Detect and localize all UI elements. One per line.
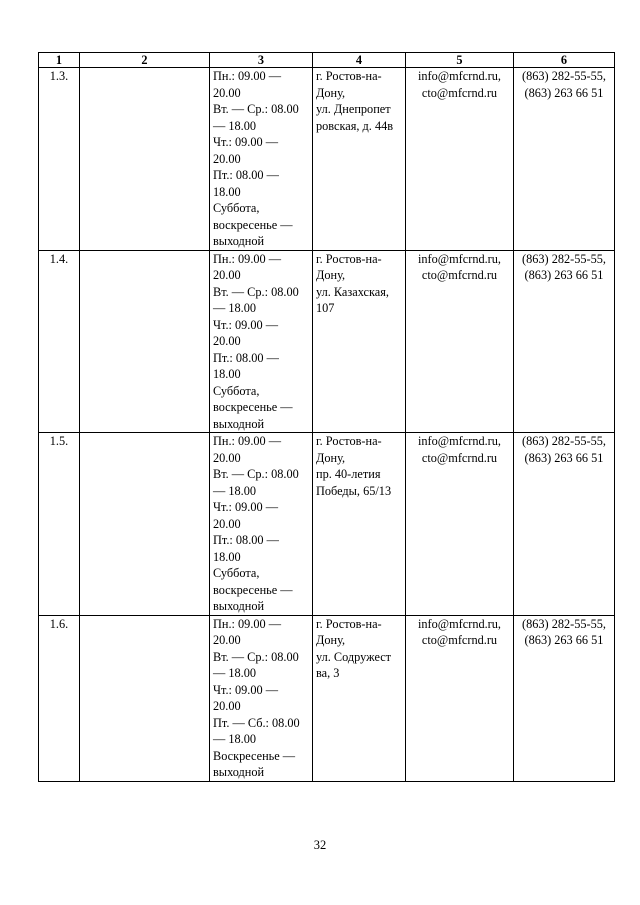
phone-cell (514, 433, 615, 616)
schedule-line: 18.00 (213, 184, 241, 199)
empty-cell (80, 615, 210, 781)
schedule-cell (210, 68, 313, 251)
email-cell (406, 433, 514, 616)
schedule-cell (210, 250, 313, 433)
email-line: cto@mfcrnd.ru (421, 450, 498, 465)
address-line: Дону, (316, 633, 346, 647)
schedule-line: 20.00 (213, 151, 241, 166)
schedule-line: выходной (213, 416, 265, 431)
email-cell (406, 250, 514, 433)
address-cell (313, 250, 406, 433)
phone-line: (863) 282-55-55, (521, 69, 606, 83)
schedule-line: Суббота, (213, 201, 260, 215)
schedule-line: Чт.: 09.00 — (213, 135, 279, 149)
schedule-line: Вт. — Ср.: 08.00 (213, 649, 299, 664)
phone-cell (514, 615, 615, 781)
schedule-line: Пт.: 08.00 — (213, 168, 279, 182)
schedule-line: — 18.00 (213, 483, 257, 498)
address-line: 107 (316, 301, 335, 315)
header-col-6: 6 (514, 53, 615, 68)
empty-cell (80, 433, 210, 616)
header-row (39, 53, 615, 68)
row-number-cell: 1.4. (39, 250, 80, 433)
address-line: г. Ростов-на- (316, 251, 382, 266)
schedule-line: воскресенье — (213, 582, 293, 597)
email-line: cto@mfcrnd.ru (421, 268, 498, 282)
schedule-line: 20.00 (213, 268, 241, 282)
schedule-line: Суббота, (213, 566, 260, 580)
schedule-line: — 18.00 (213, 301, 257, 315)
email-line: info@mfcrnd.ru, (417, 251, 502, 266)
address-line: ровская, д. 44в (316, 118, 394, 133)
address-line: ва, 3 (316, 666, 340, 680)
header-col-5: 5 (406, 53, 514, 68)
row-number-cell: 1.6. (39, 615, 80, 781)
schedule-line: 18.00 (213, 549, 241, 564)
phone-line: (863) 282-55-55, (521, 251, 606, 266)
address-cell (313, 615, 406, 781)
email-line: info@mfcrnd.ru, (417, 616, 502, 631)
schedule-line: Чт.: 09.00 — (213, 317, 279, 332)
table-row (39, 68, 615, 251)
header-col-2: 2 (80, 53, 210, 68)
row-number-cell: 1.3. (39, 68, 80, 251)
email-line: info@mfcrnd.ru, (417, 69, 502, 83)
phone-line: (863) 263 66 51 (524, 450, 604, 465)
schedule-line: 20.00 (213, 450, 241, 465)
address-cell (313, 433, 406, 616)
schedule-line: Пт.: 08.00 — (213, 350, 279, 365)
schedule-line: 20.00 (213, 85, 241, 100)
address-cell (313, 68, 406, 251)
row-number-cell: 1.5. (39, 433, 80, 616)
address-line: г. Ростов-на- (316, 434, 382, 448)
header-col-4: 4 (313, 53, 406, 68)
address-line: ул. Содружест (316, 649, 392, 664)
table-row (39, 250, 615, 433)
schedule-line: 18.00 (213, 367, 241, 381)
schedule-line: выходной (213, 765, 265, 779)
schedule-line: Воскресенье — (213, 748, 296, 763)
address-line: Дону, (316, 85, 346, 100)
schedule-line: Пн.: 09.00 — (213, 69, 282, 83)
schedule-line: — 18.00 (213, 666, 257, 680)
schedule-line: Пт.: 08.00 — (213, 533, 279, 547)
empty-cell (80, 250, 210, 433)
schedule-line: Пн.: 09.00 — (213, 434, 282, 448)
schedule-line: выходной (213, 599, 265, 613)
email-line: info@mfcrnd.ru, (417, 434, 502, 448)
schedule-line: 20.00 (213, 633, 241, 647)
schedule-cell (210, 615, 313, 781)
email-cell (406, 615, 514, 781)
schedule-line: Вт. — Ср.: 08.00 (213, 102, 299, 116)
table-row (39, 615, 615, 781)
schedule-line: — 18.00 (213, 118, 257, 133)
phone-line: (863) 263 66 51 (524, 268, 604, 282)
address-line: ул. Днепропет (316, 102, 391, 116)
address-line: Победы, 65/13 (316, 483, 392, 498)
schedule-line: воскресенье — (213, 400, 293, 414)
empty-cell (80, 68, 210, 251)
table-body (39, 68, 615, 782)
phone-cell (514, 68, 615, 251)
address-line: Дону, (316, 450, 346, 465)
phone-line: (863) 263 66 51 (524, 85, 604, 100)
schedule-line: Пт. — Сб.: 08.00 (213, 715, 300, 730)
schedule-line: Пн.: 09.00 — (213, 616, 282, 631)
services-table (38, 52, 615, 782)
address-line: пр. 40-летия (316, 467, 381, 481)
header-col-1: 1 (39, 53, 80, 68)
phone-cell (514, 250, 615, 433)
phone-line: (863) 263 66 51 (524, 633, 604, 647)
address-line: Дону, (316, 268, 346, 282)
email-line: cto@mfcrnd.ru (421, 633, 498, 647)
schedule-line: — 18.00 (213, 732, 257, 746)
email-cell (406, 68, 514, 251)
schedule-cell (210, 433, 313, 616)
page-number: 32 (313, 838, 327, 852)
schedule-line: 20.00 (213, 699, 241, 713)
email-line: cto@mfcrnd.ru (421, 85, 498, 100)
schedule-line: Чт.: 09.00 — (213, 682, 279, 697)
schedule-line: воскресенье — (213, 217, 293, 232)
schedule-line: 20.00 (213, 334, 241, 348)
header-col-3: 3 (210, 53, 313, 68)
address-line: г. Ростов-на- (316, 69, 382, 83)
schedule-line: выходной (213, 234, 265, 248)
address-line: ул. Казахская, (316, 284, 389, 299)
schedule-line: Суббота, (213, 383, 260, 398)
phone-line: (863) 282-55-55, (521, 616, 606, 631)
schedule-line: Чт.: 09.00 — (213, 500, 279, 514)
schedule-line: Вт. — Ср.: 08.00 (213, 467, 299, 481)
table-row (39, 433, 615, 616)
schedule-line: Пн.: 09.00 — (213, 251, 282, 266)
address-line: г. Ростов-на- (316, 616, 382, 631)
schedule-line: Вт. — Ср.: 08.00 (213, 284, 299, 299)
schedule-line: 20.00 (213, 516, 241, 531)
phone-line: (863) 282-55-55, (521, 434, 606, 448)
